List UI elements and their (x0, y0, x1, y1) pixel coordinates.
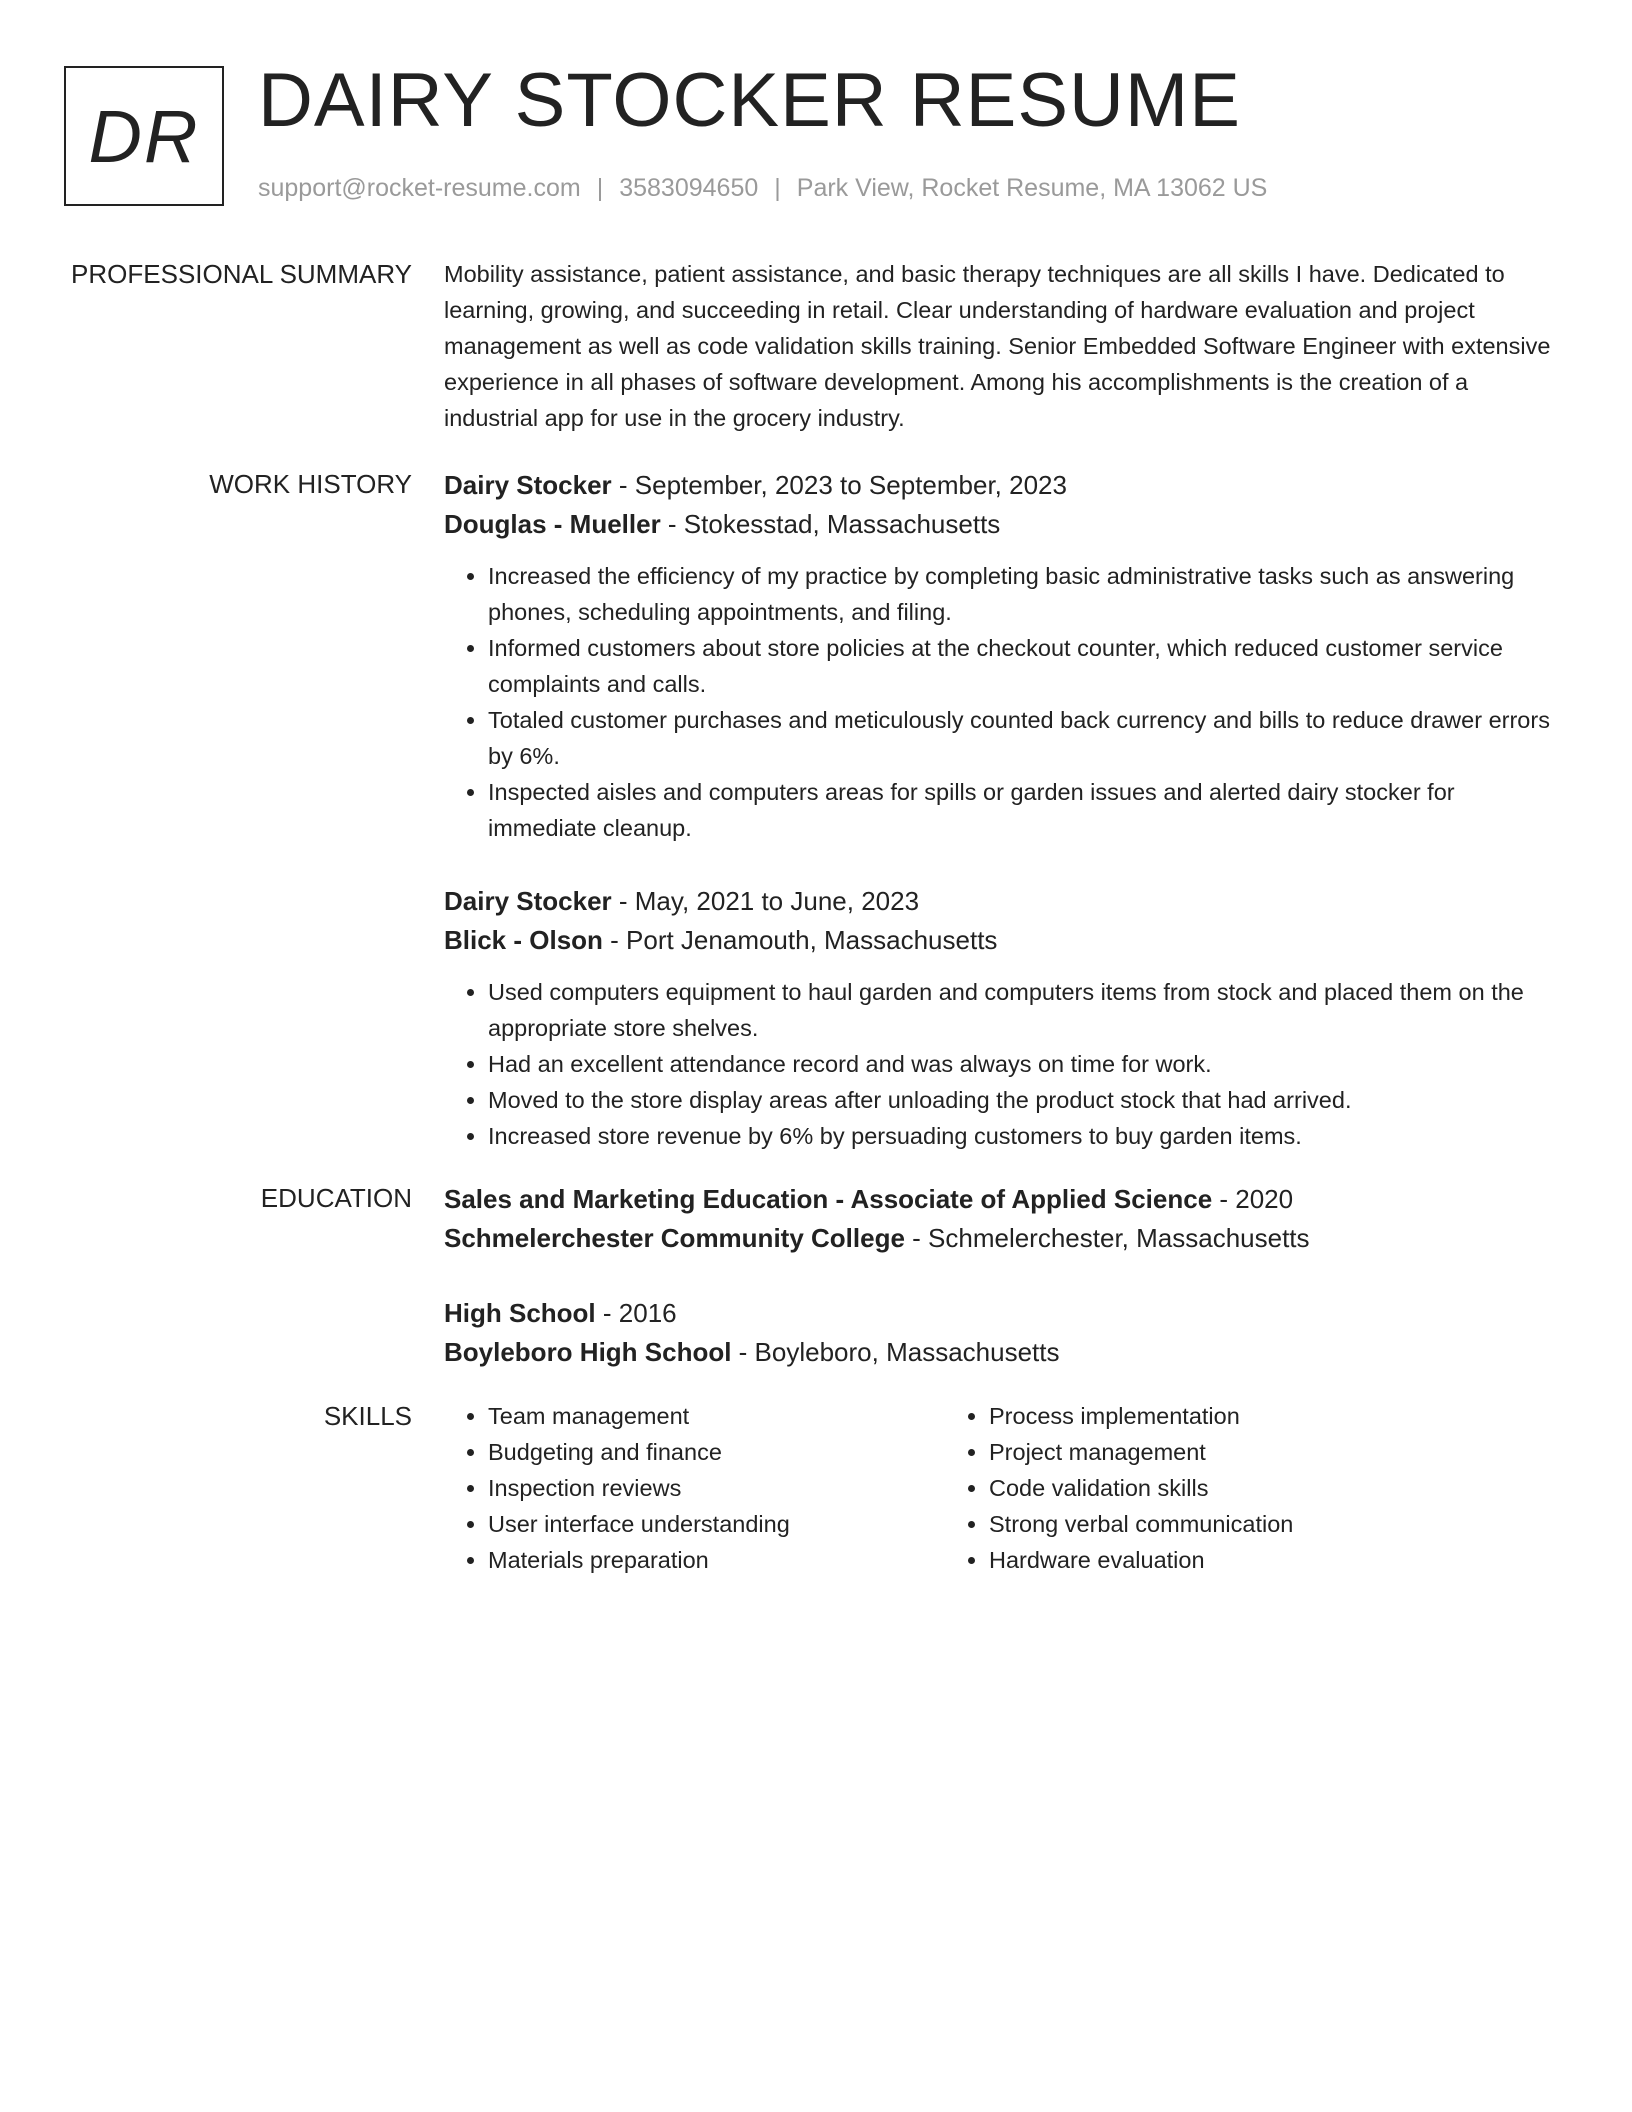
skill-item: • Project management (989, 1434, 1490, 1470)
job-dates: - September, 2023 to September, 2023 (611, 470, 1067, 500)
education-degree-line (444, 1180, 1554, 1219)
job-company: Blick - Olson (444, 925, 603, 955)
education-degree-line (444, 1294, 1554, 1333)
contact-address: Park View, Rocket Resume, MA 13062 US (796, 174, 1268, 202)
job-bullet: • Inspected aisles and computers areas for spills or garden issues and alerted dairy stocker for immediate cleanup. (488, 774, 1554, 846)
skill-item: • Process implementation (989, 1398, 1490, 1434)
contact-phone: 3583094650 (619, 174, 759, 202)
job-bullet: • Increased the efficiency of my practice by completing basic administrative tasks such as answering phones, scheduling appointments, and filing. (488, 558, 1554, 630)
education-year: - 2016 (595, 1298, 677, 1328)
skill-item: • Team management (488, 1398, 945, 1434)
section-label-summary: PROFESSIONAL SUMMARY (71, 259, 412, 289)
education-school: Schmelerchester Community College (444, 1223, 905, 1253)
job-location: - Port Jenamouth, Massachusetts (602, 925, 998, 955)
job-company-line (444, 505, 1554, 544)
work-history-body (444, 466, 1554, 1154)
skill-item: • Code validation skills (989, 1470, 1490, 1506)
skills-list-left (444, 1398, 945, 1578)
job-entry (444, 882, 1554, 1154)
education-school: Boyleboro High School (444, 1337, 732, 1367)
job-title-line (444, 466, 1554, 505)
job-company-line (444, 921, 1554, 960)
skills-list-right (945, 1398, 1490, 1578)
job-title: Dairy Stocker (444, 470, 612, 500)
contact-email: support@rocket-resume.com (258, 174, 581, 202)
job-bullet: • Increased store revenue by 6% by persuading customers to buy garden items. (488, 1118, 1554, 1154)
skill-item: • Hardware evaluation (989, 1542, 1490, 1578)
skill-item: • Materials preparation (488, 1542, 945, 1578)
job-title-line (444, 882, 1554, 921)
job-title: Dairy Stocker (444, 886, 612, 916)
job-bullets (444, 558, 1554, 846)
skills-body (444, 1398, 1554, 1578)
job-bullet: • Moved to the store display areas after unloading the product stock that had arrived. (488, 1082, 1554, 1118)
education-school-line (444, 1333, 1554, 1372)
education-school-line (444, 1219, 1554, 1258)
contact-line (258, 172, 1267, 204)
job-bullets (444, 974, 1554, 1154)
education-degree: High School (444, 1298, 596, 1328)
job-bullet: • Totaled customer purchases and meticulously counted back currency and bills to reduce drawer errors by 6%. (488, 702, 1554, 774)
education-body (444, 1180, 1554, 1372)
skill-item: • Inspection reviews (488, 1470, 945, 1506)
section-label-work-history: WORK HISTORY (209, 469, 412, 499)
education-year: - 2020 (1212, 1184, 1294, 1214)
skill-item: • Strong verbal communication (989, 1506, 1490, 1542)
contact-separator: | (596, 174, 604, 202)
job-company: Douglas - Mueller (444, 509, 661, 539)
job-bullet: • Had an excellent attendance record and was always on time for work. (488, 1046, 1554, 1082)
skill-item: • Budgeting and finance (488, 1434, 945, 1470)
job-dates: - May, 2021 to June, 2023 (611, 886, 920, 916)
monogram-box (64, 66, 224, 206)
resume-title: DAIRY STOCKER RESUME (258, 58, 1241, 143)
education-degree: Sales and Marketing Education - Associate of Applied Science (444, 1184, 1213, 1214)
job-bullet: • Informed customers about store policies at the checkout counter, which reduced customer service complaints and calls. (488, 630, 1554, 702)
contact-separator: | (774, 174, 781, 202)
education-entry (444, 1180, 1554, 1258)
summary-body (444, 256, 1554, 436)
section-label-education: EDUCATION (260, 1183, 412, 1213)
job-bullet: • Used computers equipment to haul garden and computers items from stock and placed them on the appropriate store shelves. (488, 974, 1554, 1046)
section-label-skills: SKILLS (323, 1401, 412, 1431)
summary-text: Mobility assistance, patient assistance, and basic therapy techniques are all skills I have. Dedicated to learning, growing, and succeeding in retail. Clear understanding of hardware evaluation and project management as well as code validation skills training. Senior Embedded Software Engineer with extensive experience in all phases of software development. Among his accomplishments is the creation of a industrial app for use in the grocery industry. (444, 261, 1551, 431)
education-location: - Schmelerchester, Massachusetts (904, 1223, 1310, 1253)
job-location: - Stokesstad, Massachusetts (660, 509, 1001, 539)
skill-item: • User interface understanding (488, 1506, 945, 1542)
job-entry (444, 466, 1554, 846)
education-location: - Boyleboro, Massachusetts (731, 1337, 1060, 1367)
education-entry (444, 1294, 1554, 1372)
monogram-initials: DR (88, 94, 200, 178)
